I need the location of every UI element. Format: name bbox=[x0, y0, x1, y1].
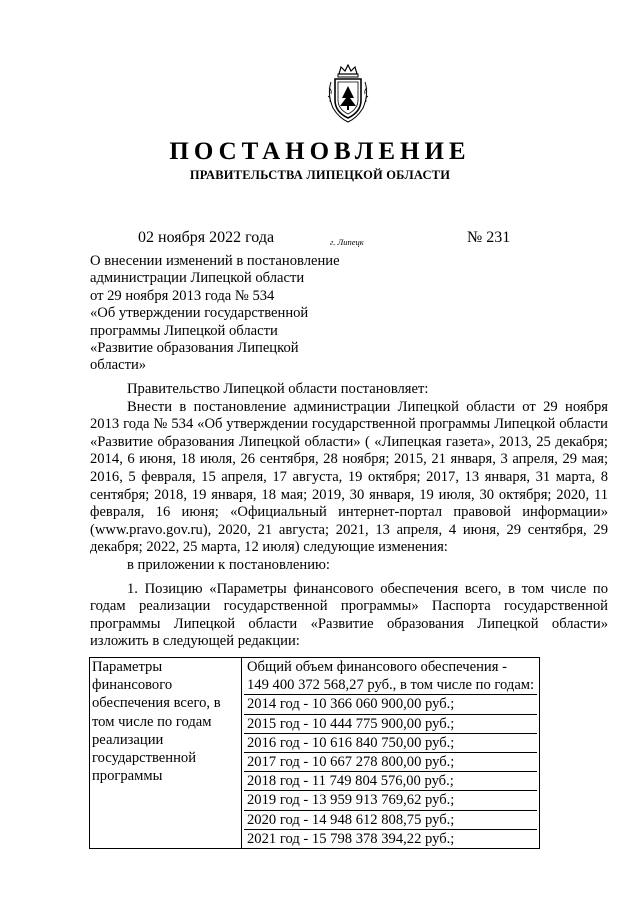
main-paragraph: Внести в постановление администрации Липецкой области от 29 ноября 2013 года № 534 «Об утверждении государственной программы Липецкой области «Развитие образования Липецкой области» ( «Липецкая газета», 2013, 25 декабря; 2014, 6 июня, 18 июля, 26 сентября, 28 ноября; 2015, 21 января, 3 апреля, 29 мая; 2016, 5 февраля, 15 апреля, 17 августа, 19 октября; 2017, 13 января, 31 марта, 8 сентября; 2018, 19 января, 18 мая; 2019, 30 января, 19 июля, 30 октября; 2020, 11 февраля, 16 июня; «Официальный интернет-портал правовой информации» (www.pravo.gov.ru), 2020, 21 августа; 2021, 13 апреля, 4 июня, 29 сентября, 29 декабря; 2022, 25 марта, 12 июля) следующие изменения: bbox=[90, 398, 608, 556]
heading-line: программы Липецкой области bbox=[90, 322, 278, 339]
parameter-label-line: финансового bbox=[92, 677, 173, 694]
appendix-paragraph: в приложении к постановлению: bbox=[127, 556, 330, 573]
table-row bbox=[90, 658, 540, 849]
heading-line: О внесении изменений в постановление bbox=[90, 253, 340, 269]
document-title: ПОСТАНОВЛЕНИЕ bbox=[169, 138, 471, 165]
document-city: г. Липецк bbox=[330, 237, 364, 247]
heading-line: «Развитие образования Липецкой bbox=[90, 340, 299, 357]
parameter-value-cell bbox=[242, 658, 540, 849]
year-amount-line: 2014 год - 10 366 060 900,00 руб.; bbox=[244, 695, 537, 714]
heading-line: области» bbox=[90, 357, 147, 374]
total-value: 149 400 372 568,27 руб., в том числе по годам: bbox=[244, 676, 537, 695]
financing-parameters-table bbox=[89, 657, 540, 849]
heading-line: администрации Липецкой области bbox=[90, 270, 305, 287]
document-subtitle: ПРАВИТЕЛЬСТВА ЛИПЕЦКОЙ ОБЛАСТИ bbox=[189, 168, 451, 182]
heading-line: от 29 ноября 2013 года № 534 bbox=[90, 287, 275, 304]
total-label: Общий объем финансового обеспечения - bbox=[247, 659, 507, 675]
parameter-label-line bbox=[92, 694, 239, 712]
document-number: № 231 bbox=[467, 229, 511, 246]
year-amount-line: 2020 год - 14 948 612 808,75 руб.; bbox=[244, 811, 537, 830]
parameter-label-line: том числе по годам bbox=[92, 713, 212, 730]
parameter-label-line: Параметры bbox=[92, 659, 163, 675]
parameter-label-line: программы bbox=[92, 768, 163, 785]
document-date: 02 ноября 2022 года bbox=[138, 229, 275, 246]
year-amount-line: 2015 год - 10 444 775 900,00 руб.; bbox=[244, 715, 537, 734]
document-body bbox=[90, 381, 608, 651]
resolution-heading bbox=[90, 253, 360, 375]
year-amount-line: 2018 год - 11 749 804 576,00 руб.; bbox=[244, 772, 537, 791]
item-1-paragraph: 1. Позицию «Параметры финансового обеспечения всего, в том числе по годам реализации государственной программы» Паспорта государственной программы Липецкой области «Развитие образования Липецкой области» изложить в следующей редакции: bbox=[90, 580, 608, 650]
year-amount-line: 2017 год - 10 667 278 800,00 руб.; bbox=[244, 753, 537, 772]
intro-paragraph: Правительство Липецкой области постановляет: bbox=[127, 381, 429, 397]
parameter-label-text: обеспечения всего, в bbox=[92, 695, 221, 712]
year-amount-line: 2019 год - 13 959 913 769,62 руб.; bbox=[244, 791, 537, 810]
year-amount-line: 2021 год - 15 798 378 394,22 руб.; bbox=[247, 830, 455, 847]
parameter-label-line: реализации bbox=[92, 731, 164, 748]
year-amount-line: 2016 год - 10 616 840 750,00 руб.; bbox=[244, 734, 537, 753]
heading-line: «Об утверждении государственной bbox=[90, 305, 309, 322]
parameter-label-line: государственной bbox=[92, 750, 197, 767]
coat-of-arms-emblem bbox=[325, 64, 371, 124]
parameter-label-cell bbox=[90, 658, 242, 849]
